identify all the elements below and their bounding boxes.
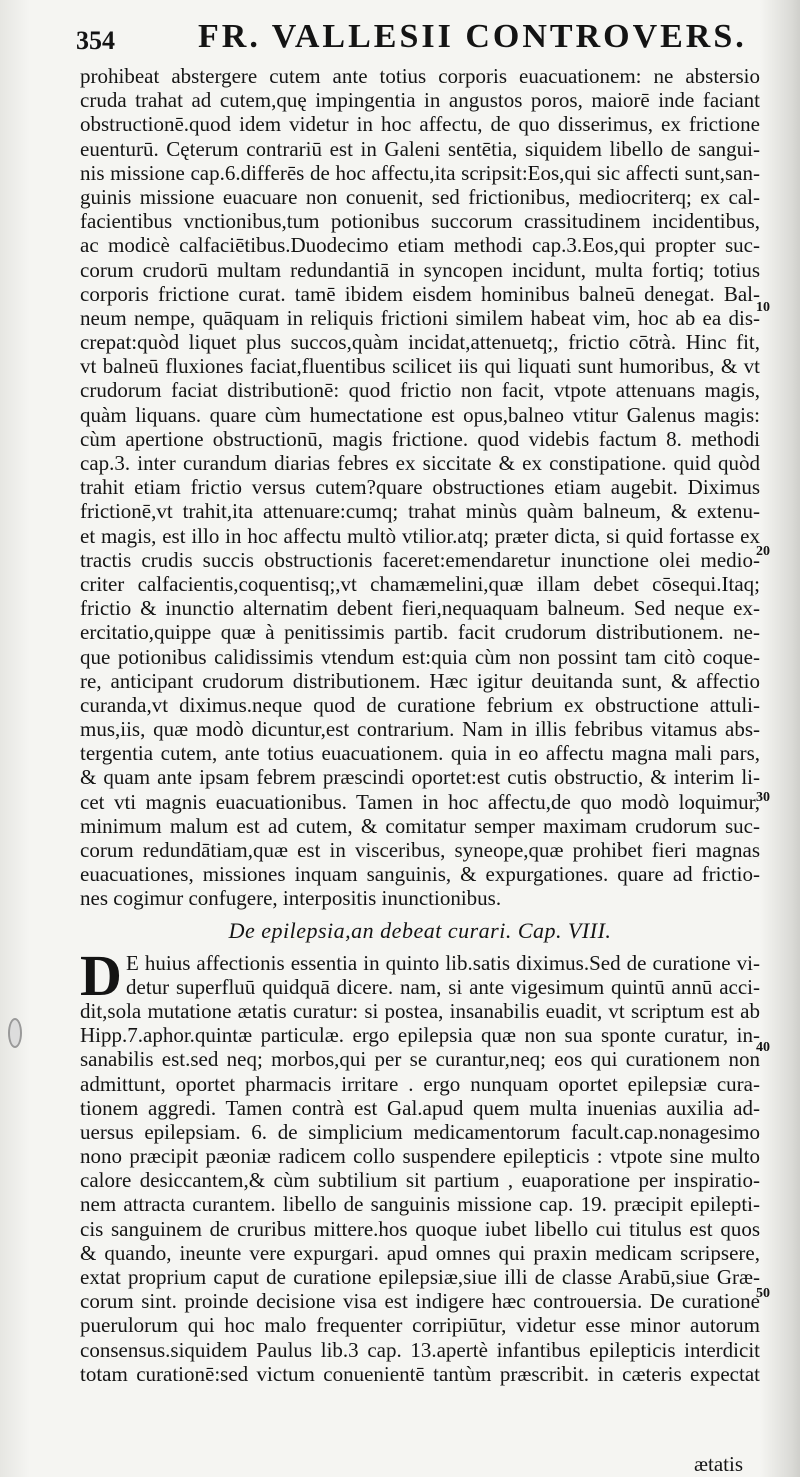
text-line: neum nempe, quāquam in reliquis frictioni similem habeat vim, hoc ab ea dis- [80,305,760,330]
text-body [80,64,760,1386]
text-line: nono præcipit pæoniæ radicem collo suspendere epilepticis : vtpote sine multo [80,1144,760,1169]
text-line: guinis missione euacuare non conuenit, sed frictionibus, mediocriterq; ex cal- [80,184,760,209]
text-line: corporis frictione curat. tamē ibidem eisdem hominibus balneū denegat. Bal- [80,281,760,306]
chapter-heading: De epilepsia,an debeat curari. Cap. VIII. [228,917,612,943]
page-header [76,12,776,64]
page-number: 354 [76,26,115,55]
text-line: trahit etiam frictio versus cutem?quare obstructiones etiam augebit. Diximus [80,475,760,500]
text-line: corum redundātiam,quæ est in visceribus, syneope,quæ prohibet fieri magnas [80,838,760,862]
text-line: ac modicè calfaciētibus.Duodecimo etiam methodi cap.3.Eos,qui propter suc- [80,233,760,258]
margin-line-number: 40 [756,1040,770,1055]
text-line: cap.3. inter curandum diarias febres ex siccitate & ex constipatione. quid quòd [80,451,760,475]
text-line: nem attracta curantem. libello de sanguinis missione cap. 19. præcipit epilepti- [80,1192,760,1217]
margin-line-number: 50 [756,1286,770,1301]
margin-line-number: 30 [756,790,770,805]
text-line: que potionibus calidissimis vtendum est:quia cùm non possint tam citò coque- [80,644,760,669]
text-line: ercitatio,quippe quæ à penitissimis partib. facit crudorum distributionem. ne- [80,620,760,645]
text-line: nis missione cap.6.differēs de hoc affectu,ita scripsit:Eos,qui sic affecti sunt,san- [80,160,760,185]
text-line: puerulorum qui hoc malo frequenter corripiūtur, videtur esse minor autorum [80,1313,760,1338]
text-line: tionem aggredi. Tamen contrà est Gal.apud quem multa inuenias auxilia ad- [80,1095,760,1120]
text-line: euacuationes, missiones inquam sanguinis, & expurgationes. quare ad frictio- [80,862,760,887]
text-line: totam curationē:sed victum conuenientē tantùm præscribit. in cæteris expectat [80,1361,760,1386]
text-line: facientibus vnctionibus,tum potionibus succorum crassitudinem incidentibus, [80,209,760,234]
page-hole [8,1018,22,1048]
running-head: FR. VALLESII CONTROVERS. [198,18,747,55]
chapter-paragraph [80,942,760,1386]
text-line: E huius affectionis essentia in quinto lib.satis diximus.Sed de curatione vi- [126,950,760,975]
catchword: ætatis [694,1452,744,1476]
text-line: corum crudorū multam redundantiā in syncopen incidunt, multa fortiq; totius [80,257,760,282]
text-line: cis sanguinem de cruribus mittere.hos quoque iubet libello cui titulus est quos [80,1216,760,1241]
text-line: et magis, est illo in hoc affectu multò vtilior.atq; præter dicta, si quid fortasse ex [80,523,760,548]
text-line: minimum malum est ad cutem, & comitatur semper maximam crudorum suc- [80,813,760,838]
text-line: consensus.siquidem Paulus lib.3 cap. 13.apertè infantibus epilepticis interdicit [80,1337,760,1362]
text-line: nes cogimur confugere, interpositis inunctionibus. [80,886,502,911]
text-line: sanabilis est.sed neq; morbos,qui per se curantur,neq; eos qui curationem non [80,1047,760,1072]
text-line: mus,iis, quæ modò dicuntur,est contrarium. Nam in illis febribus vitamus abs- [80,717,760,742]
text-line: corum sint. proinde decisione visa est indigere hæc controuersia. De curatione [80,1289,760,1314]
text-line: calore desiccantem,& cùm subtilium sit partium , euaporatione per inspiratio- [80,1168,760,1193]
text-line: admittunt, oportet pharmacis irritare . ergo nunquam oportet epilepsiæ cura- [80,1071,760,1096]
text-line: vt balneū fluxiones faciat,fluentibus scilicet iis qui liquati sunt humoribus, & vt [80,354,760,379]
text-line: & quam ante ipsam febrem præscindi oportet:est cutis obstructio, & interim li- [80,765,760,790]
text-line: crepat:quòd liquet plus succos,quàm incidat,attenuetq;, frictio cōtrà. Hinc fit, [80,330,760,355]
text-line: cet vti magnis euacuationibus. Tamen in hoc affectu,de quo modò loquimur, [80,789,760,814]
text-line: detur superfluū quidquā dicere. nam, si ante vigesimum quintū annū acci- [126,974,760,999]
text-line: curanda,vt diximus.neque quod de curatione febrium ex obstructione attuli- [80,692,760,717]
paragraph-main [80,64,760,911]
text-line: criter calfacientis,coquentisq;,vt chamæmelini,quæ illam debet cōsequi.Itaq; [80,571,760,596]
text-line: cruda trahat ad cutem,quę impingentia in angustos poros, maiorē inde faciant [80,88,760,113]
text-line: tergentia cutem, ante totius euacuationem. quia in eo affectu magna mali pars, [80,741,760,766]
text-line: tractis crudis succis obstructionis faceret:emendaretur inunctione olei medio- [80,547,760,572]
text-line: cùm apertione obstructionū, magis frictione. quod videbis factum 8. methodi [80,426,760,451]
text-line: quàm liquans. quare cùm humectatione est opus,balneo vtitur Galenus magis: [80,402,760,427]
text-line: uersus epilepsiam. 6. de simplicium medicamentorum facult.cap.nonagesimo [80,1119,760,1144]
drop-cap: D [80,942,122,1008]
text-line: euenturū. Cęterum contrariū est in Galeni sentētia, siquidem libello de sangui- [80,136,760,161]
text-line: dit,sola mutatione ætatis curatur: si postea, insanabilis euadit, vt scriptum est ab [80,998,760,1023]
text-line: extat proprium caput de curatione epilepsiæ,siue illi de classe Arabū,siue Græ- [80,1265,760,1289]
text-line: & quando, ineunte vere expurgari. apud omnes qui praxin medicam scripsere, [80,1240,760,1265]
text-line: re, anticipant crudorum distributionem. Hæc igitur deuitanda sunt, & affectio [80,668,760,693]
text-line: Hipp.7.aphor.quintæ particulæ. ergo epilepsia quæ non sua sponte curatur, in- [80,1023,760,1048]
text-line: frictionē,vt trahit,ita attenuare:cumq; trahat minùs quàm balneum, & extenu- [80,499,760,524]
text-line: prohibeat abstergere cutem ante totius corporis euacuationem: ne abstersio [80,64,760,88]
margin-line-number: 20 [756,544,770,559]
margin-line-number: 10 [756,300,770,315]
text-line: obstructionē.quod idem videtur in hoc affectu, de quo disserimus, ex frictione [80,112,760,137]
text-line: crudorum faciat distributionē: quod frictio non facit, vtpote attenuans magis, [80,378,760,403]
text-line: frictio & inunctio alternatim debent fieri,nequaquam balneum. Sed neque ex- [80,596,760,621]
